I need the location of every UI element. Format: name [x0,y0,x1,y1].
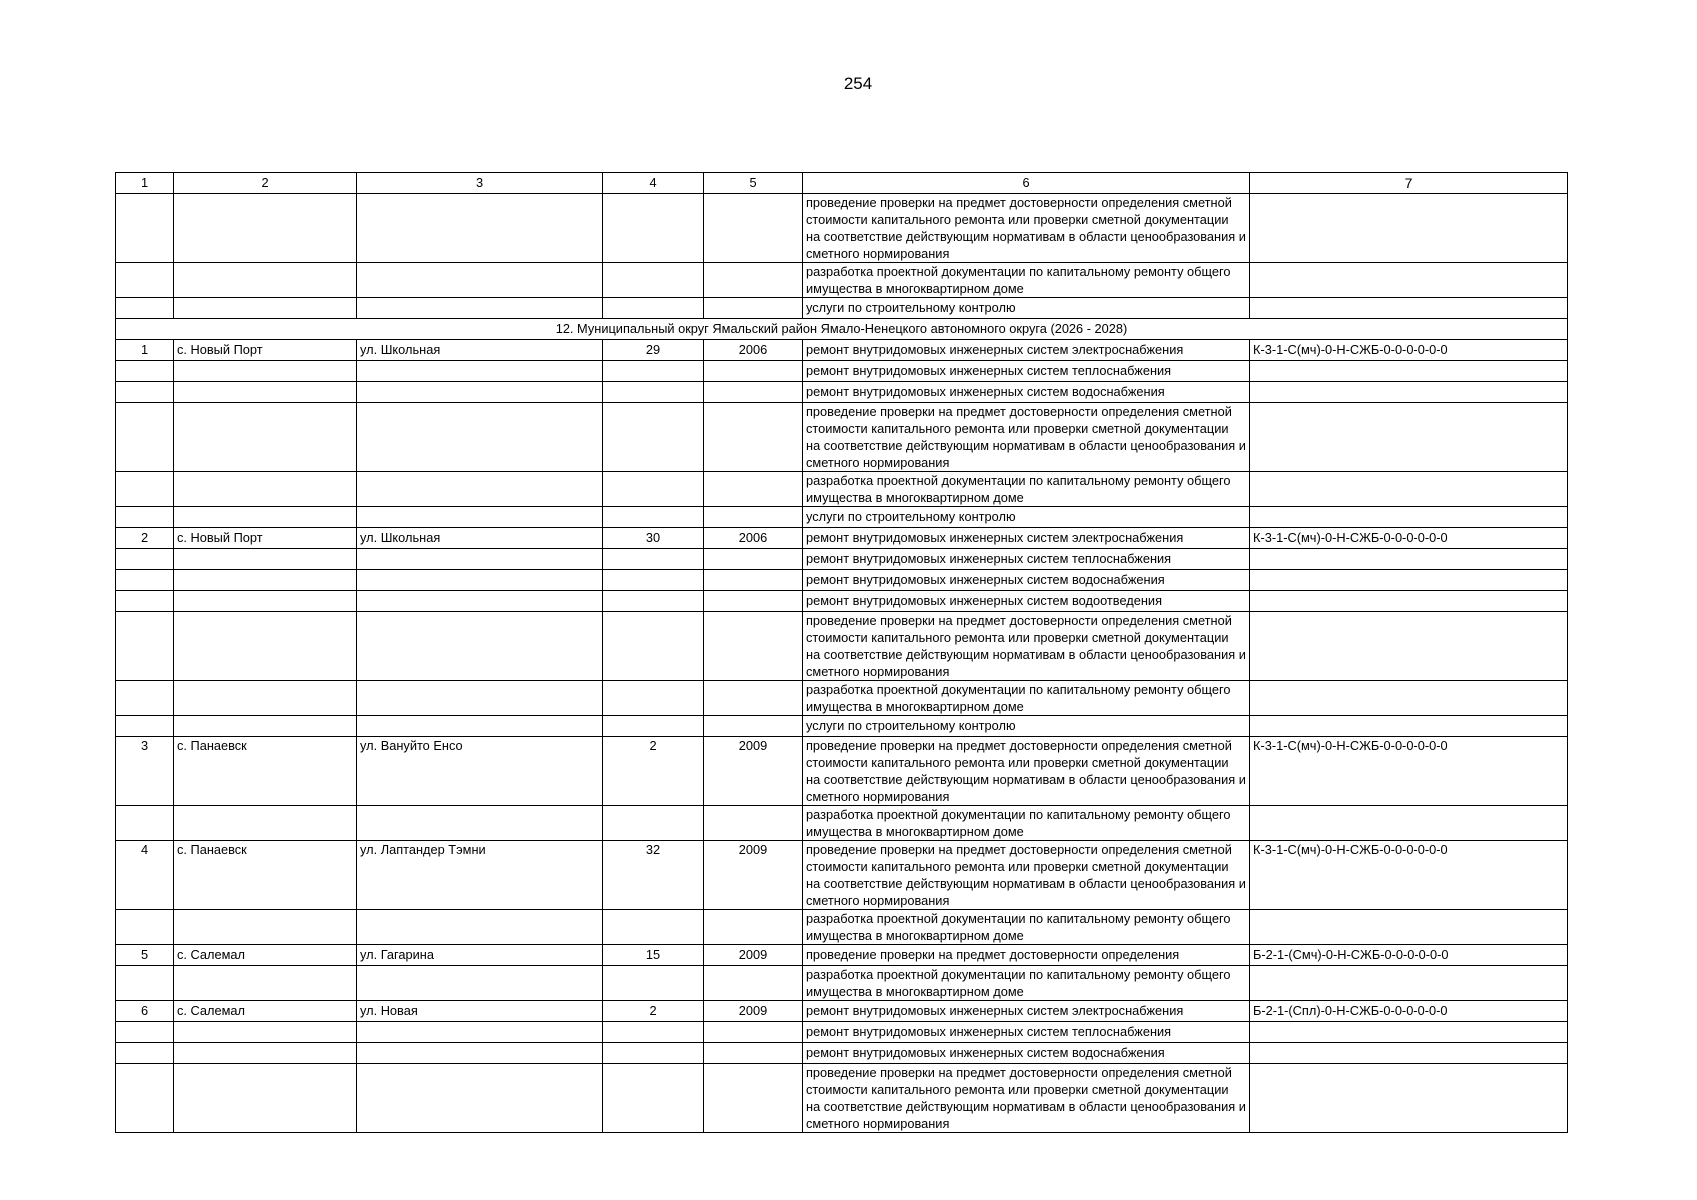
row-number: 1 [116,340,174,361]
year-cell: 2009 [704,737,803,806]
work-cell: ремонт внутридомовых инженерных систем электроснабжения [803,340,1250,361]
year-cell: 2009 [704,945,803,966]
table-row [116,966,1568,1001]
settlement-cell: с. Новый Порт [174,340,357,361]
col-header-6: 6 [803,173,1250,194]
table-row [116,298,1568,319]
house-cell: 30 [603,528,704,549]
work-cell: ремонт внутридомовых инженерных систем водоснабжения [803,570,1250,591]
settlement-cell: с. Панаевск [174,737,357,806]
code-cell: К-3-1-С(мч)-0-Н-СЖБ-0-0-0-0-0-0 [1250,841,1568,910]
street-cell: ул. Лаптандер Тэмни [357,841,603,910]
row-number: 5 [116,945,174,966]
row-number: 3 [116,737,174,806]
work-cell: ремонт внутридомовых инженерных систем водоснабжения [803,1043,1250,1064]
work-cell: проведение проверки на предмет достоверности определения сметной стоимости капитального ремонта или проверки сметной документации на соответствие действующим нормативам в области ценообразования и сметного нормирования [803,612,1250,681]
col-header-2: 2 [174,173,357,194]
table-row [116,716,1568,737]
settlement-cell: с. Новый Порт [174,528,357,549]
street-cell: ул. Гагарина [357,945,603,966]
code-cell: К-3-1-С(мч)-0-Н-СЖБ-0-0-0-0-0-0 [1250,340,1568,361]
year-cell: 2006 [704,340,803,361]
table-row [116,910,1568,945]
table-row [116,340,1568,361]
table-row [116,1064,1568,1133]
house-cell: 15 [603,945,704,966]
work-cell: ремонт внутридомовых инженерных систем теплоснабжения [803,549,1250,570]
table-row [116,361,1568,382]
code-cell: Б-2-1-(Смч)-0-Н-СЖБ-0-0-0-0-0-0 [1250,945,1568,966]
col-header-4: 4 [603,173,704,194]
street-cell: ул. Школьная [357,528,603,549]
table-row [116,806,1568,841]
house-cell: 29 [603,340,704,361]
row-number: 6 [116,1001,174,1022]
work-cell: проведение проверки на предмет достоверности определения сметной стоимости капитального ремонта или проверки сметной документации на соответствие действующим нормативам в области ценообразования и сметного нормирования [803,737,1250,806]
work-cell: услуги по строительному контролю [803,716,1250,737]
year-cell: 2006 [704,528,803,549]
house-cell: 2 [603,737,704,806]
row-number: 2 [116,528,174,549]
work-cell: разработка проектной документации по капитальному ремонту общего имущества в многоквартирном доме [803,966,1250,1001]
work-cell: проведение проверки на предмет достоверности определения сметной стоимости капитального ремонта или проверки сметной документации на соответствие действующим нормативам в области ценообразования и сметного нормирования [803,1064,1250,1133]
table-row [116,528,1568,549]
header-row [116,173,1568,194]
work-cell: проведение проверки на предмет достоверности определения сметной стоимости капитального ремонта или проверки сметной документации на соответствие действующим нормативам в области ценообразования и сметного нормирования [803,194,1250,263]
table-row [116,263,1568,298]
table-row [116,841,1568,910]
year-cell: 2009 [704,841,803,910]
section-title: 12. Муниципальный округ Ямальский район Ямало-Ненецкого автономного округа (2026 - 2028) [116,319,1568,340]
work-cell: услуги по строительному контролю [803,298,1250,319]
work-cell: ремонт внутридомовых инженерных систем теплоснабжения [803,1022,1250,1043]
table-row [116,1022,1568,1043]
table-row [116,472,1568,507]
year-cell: 2009 [704,1001,803,1022]
settlement-cell: с. Салемал [174,1001,357,1022]
table-row [116,549,1568,570]
page-number: 254 [843,74,873,93]
work-cell: разработка проектной документации по капитальному ремонту общего имущества в многоквартирном доме [803,263,1250,298]
work-cell: разработка проектной документации по капитальному ремонту общего имущества в многоквартирном доме [803,681,1250,716]
work-cell: проведение проверки на предмет достоверности определения сметной стоимости капитального ремонта или проверки сметной документации на соответствие действующим нормативам в области ценообразования и сметного нормирования [803,403,1250,472]
work-cell: разработка проектной документации по капитальному ремонту общего имущества в многоквартирном доме [803,910,1250,945]
table-row [116,1043,1568,1064]
table-row [116,945,1568,966]
table-row [116,612,1568,681]
house-cell: 2 [603,1001,704,1022]
table-row [116,194,1568,263]
section-row [116,319,1568,340]
work-cell: проведение проверки на предмет достоверности определения [803,945,1250,966]
work-cell: проведение проверки на предмет достоверности определения сметной стоимости капитального ремонта или проверки сметной документации на соответствие действующим нормативам в области ценообразования и сметного нормирования [803,841,1250,910]
col-header-5: 5 [704,173,803,194]
table-row [116,507,1568,528]
work-cell: ремонт внутридомовых инженерных систем электроснабжения [803,1001,1250,1022]
works-table [115,172,1568,1133]
col-header-3: 3 [357,173,603,194]
work-cell: ремонт внутридомовых инженерных систем теплоснабжения [803,361,1250,382]
work-cell: разработка проектной документации по капитальному ремонту общего имущества в многоквартирном доме [803,806,1250,841]
street-cell: ул. Новая [357,1001,603,1022]
code-cell: К-3-1-С(мч)-0-Н-СЖБ-0-0-0-0-0-0 [1250,528,1568,549]
street-cell: ул. Школьная [357,340,603,361]
col-header-7: 7 [1250,173,1568,194]
table-row [116,382,1568,403]
street-cell: ул. Вануйто Енсо [357,737,603,806]
work-cell: ремонт внутридомовых инженерных систем электроснабжения [803,528,1250,549]
table-row [116,1001,1568,1022]
table-row [116,570,1568,591]
row-number: 4 [116,841,174,910]
code-cell: К-3-1-С(мч)-0-Н-СЖБ-0-0-0-0-0-0 [1250,737,1568,806]
table-row [116,591,1568,612]
settlement-cell: с. Панаевск [174,841,357,910]
table-row [116,737,1568,806]
work-cell: услуги по строительному контролю [803,507,1250,528]
col-header-1: 1 [116,173,174,194]
work-cell: разработка проектной документации по капитальному ремонту общего имущества в многоквартирном доме [803,472,1250,507]
table-row [116,681,1568,716]
work-cell: ремонт внутридомовых инженерных систем водоснабжения [803,382,1250,403]
code-cell: Б-2-1-(Спл)-0-Н-СЖБ-0-0-0-0-0-0 [1250,1001,1568,1022]
table-row [116,403,1568,472]
work-cell: ремонт внутридомовых инженерных систем водоотведения [803,591,1250,612]
house-cell: 32 [603,841,704,910]
settlement-cell: с. Салемал [174,945,357,966]
